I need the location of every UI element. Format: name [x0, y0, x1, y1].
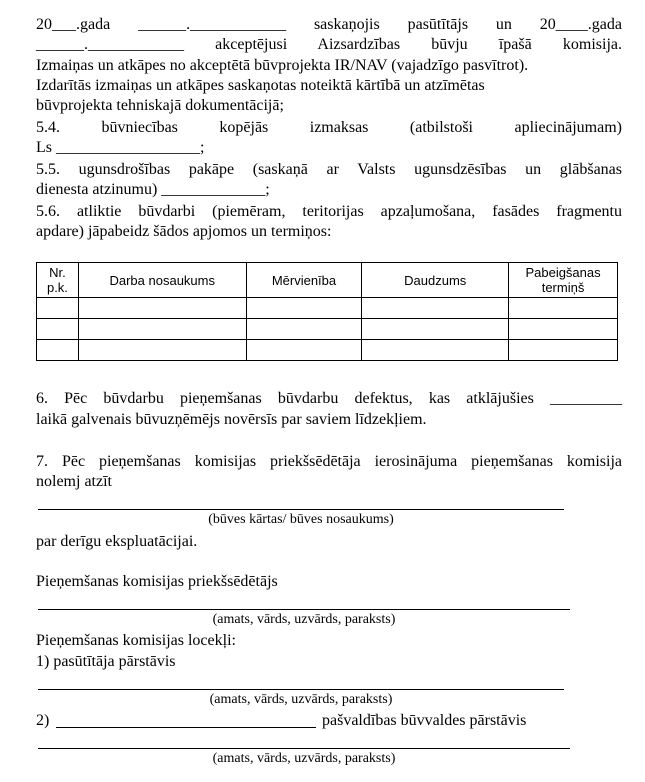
- text-line-1: 20___.gada ______.____________ saskaņojis pasūtītājs un 20____.gada: [36, 16, 622, 33]
- sec7-line-1: 7. Pēc pieņemšanas komisijas priekšsēdētāja ierosinājuma pieņemšanas komisija: [36, 453, 622, 470]
- member-2-name-line[interactable]: [56, 727, 316, 728]
- text-line-5: būvprojekta tehniskajā dokumentācijā;: [36, 97, 284, 114]
- member-1-label: 1) pasūtītāja pārstāvis: [36, 653, 176, 670]
- text-line-4: Izdarītās izmaiņas un atkāpes saskaņotas noteiktā kārtībā un atzīmētas: [36, 77, 485, 94]
- text-line-9: dienesta atzinumu) _____________;: [36, 181, 270, 198]
- member-2-signature-line[interactable]: [38, 748, 570, 749]
- text-line-11: apdare) jāpabeidz šādos apjomos un termiņos:: [36, 223, 332, 240]
- chair-caption: (amats, vārds, uzvārds, paraksts): [212, 612, 396, 627]
- table-cell[interactable]: [509, 319, 618, 340]
- table-cell[interactable]: [78, 298, 246, 319]
- table-cell[interactable]: [37, 319, 79, 340]
- table-cell[interactable]: [78, 319, 246, 340]
- deferred-works-table: [36, 262, 618, 361]
- header-quantity: Daudzums: [362, 263, 509, 298]
- text-line-6: 5.4. būvniecības kopējās izmaksas (atbilstoši apliecinājumam): [36, 119, 622, 136]
- table-row: [37, 298, 618, 319]
- table-row: [37, 319, 618, 340]
- table-cell[interactable]: [362, 319, 509, 340]
- building-name-caption: (būves kārtas/ būves nosaukums): [208, 512, 394, 527]
- member-2-number: 2): [36, 712, 50, 729]
- text-line-8: 5.5. ugunsdrošības pakāpe (saskaņā ar Valsts ugunsdzēsības un glābšanas: [36, 161, 622, 178]
- sec7-line-3: par derīgu ekspluatācijai.: [36, 533, 198, 550]
- text-line-10: 5.6. atliktie būvdarbi (piemēram, teritorijas apzaļumošana, fasādes fragmentu: [36, 203, 622, 220]
- table-header-row: [37, 263, 618, 298]
- member-1-signature-line[interactable]: [38, 689, 564, 690]
- table-cell[interactable]: [37, 298, 79, 319]
- header-unit: Mērvienība: [246, 263, 362, 298]
- sec6-line-1: 6. Pēc būvdarbu pieņemšanas būvdarbu defektus, kas atklājušies _________: [36, 390, 622, 407]
- table-cell[interactable]: [246, 319, 362, 340]
- chair-signature-line[interactable]: [38, 609, 570, 610]
- header-work-name: Darba nosaukums: [78, 263, 246, 298]
- text-line-7: Ls __________________;: [36, 139, 205, 156]
- table-row: [37, 340, 618, 361]
- member-2-label: pašvaldības būvvaldes pārstāvis: [322, 712, 527, 729]
- text-line-2: ______.____________ akceptējusi Aizsardzības būvju īpašā komisija.: [36, 36, 622, 53]
- table-cell[interactable]: [362, 340, 509, 361]
- header-nr: Nr. p.k.: [37, 263, 79, 298]
- sec7-line-2: nolemj atzīt: [36, 473, 112, 490]
- table-cell[interactable]: [78, 340, 246, 361]
- table-cell[interactable]: [509, 298, 618, 319]
- text-line-3: Izmaiņas un atkāpes no akceptētā būvprojekta IR/NAV (vajadzīgo pasvītrot).: [36, 57, 529, 74]
- table-cell[interactable]: [362, 298, 509, 319]
- table-cell[interactable]: [509, 340, 618, 361]
- table-cell[interactable]: [37, 340, 79, 361]
- chair-label: Pieņemšanas komisijas priekšsēdētājs: [36, 573, 278, 590]
- members-label: Pieņemšanas komisijas locekļi:: [36, 632, 236, 649]
- table-cell[interactable]: [246, 298, 362, 319]
- member-1-caption: (amats, vārds, uzvārds, paraksts): [209, 692, 393, 707]
- member-2-caption: (amats, vārds, uzvārds, paraksts): [212, 751, 396, 766]
- sec6-line-2: laikā galvenais būvuzņēmējs novērsīs par saviem līdzekļiem.: [36, 411, 427, 428]
- building-name-line[interactable]: [38, 509, 564, 510]
- table-cell[interactable]: [246, 340, 362, 361]
- header-deadline: Pabeigšanas termiņš: [509, 263, 618, 298]
